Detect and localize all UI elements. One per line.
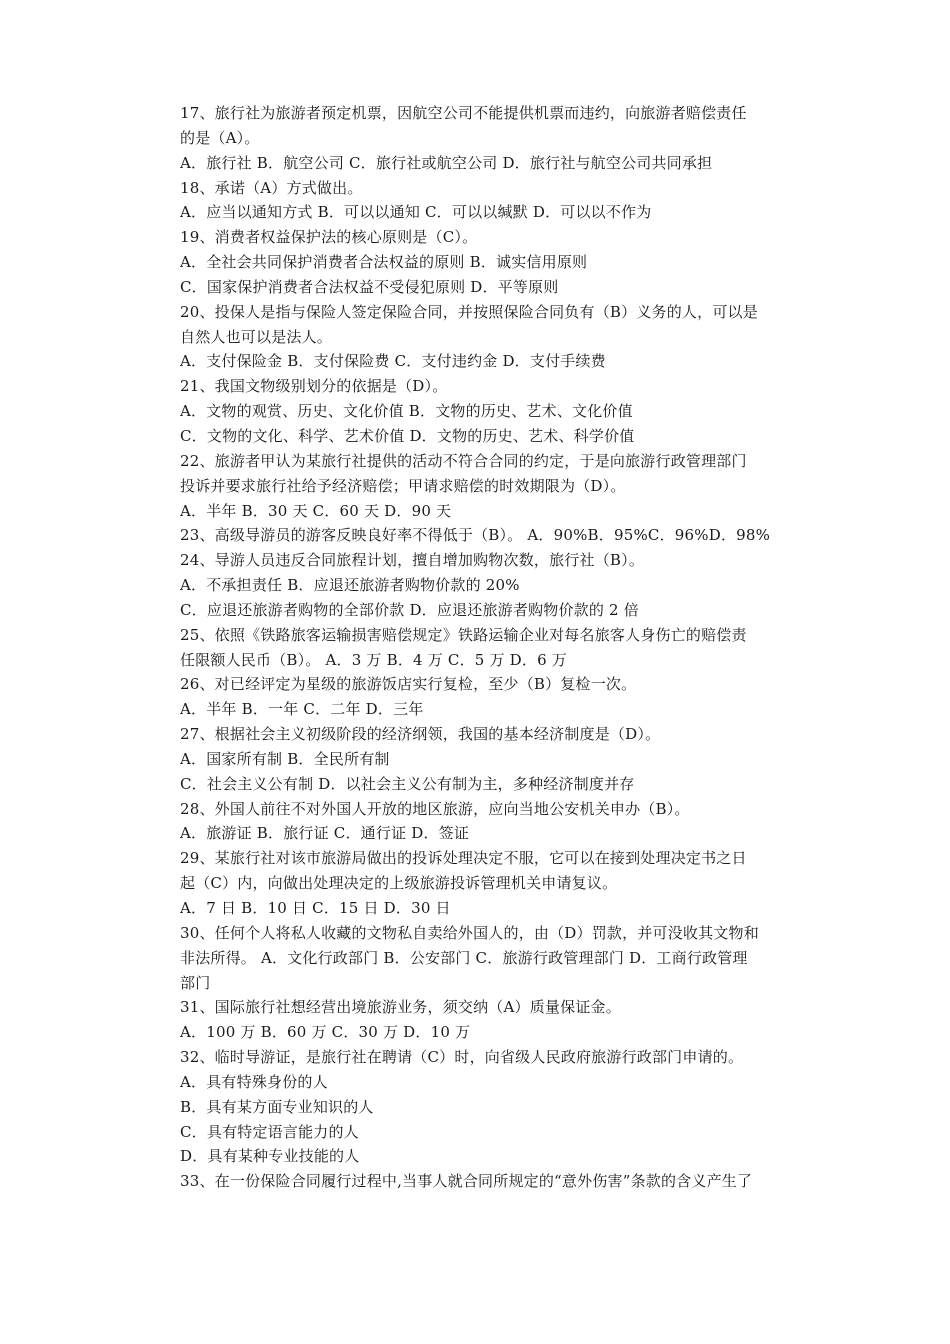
text-line: 33、在一份保险合同履行过程中,当事人就合同所规定的“意外伤害”条款的含义产生了 xyxy=(180,1172,753,1191)
text-line: 24、导游人员违反合同旅程计划，擅自增加购物次数，旅行社（B）。 xyxy=(180,551,645,570)
text-line: A．半年 B．30 天 C．60 天 D．90 天 xyxy=(180,501,452,520)
text-line: A．文物的观赏、历史、文化价值 B．文物的历史、艺术、文化价值 xyxy=(180,402,633,421)
text-line: A．100 万 B．60 万 C．30 万 D．10 万 xyxy=(180,1023,471,1042)
text-line: 的是（A）。 xyxy=(180,128,260,147)
text-line: 25、依照《铁路旅客运输损害赔偿规定》铁路运输企业对每名旅客人身伤亡的赔偿责 xyxy=(180,625,747,644)
text-line: 28、外国人前往不对外国人开放的地区旅游，应向当地公安机关申办（B）。 xyxy=(180,799,690,818)
text-line: A．不承担责任 B．应退还旅游者购物价款的 20% xyxy=(180,576,520,595)
text-line: 19、消费者权益保护法的核心原则是（C）。 xyxy=(180,228,478,247)
text-line: 部门 xyxy=(180,973,211,992)
text-line: A．旅行社 B．航空公司 C．旅行社或航空公司 D．旅行社与航空公司共同承担 xyxy=(180,153,713,172)
text-line: A．国家所有制 B．全民所有制 xyxy=(180,749,390,768)
text-line: B．具有某方面专业知识的人 xyxy=(180,1097,374,1116)
text-line: 起（C）内，向做出处理决定的上级旅游投诉管理机关申请复议。 xyxy=(180,874,618,893)
text-line: C．具有特定语言能力的人 xyxy=(180,1122,359,1141)
text-line: A．半年 B．一年 C．二年 D．三年 xyxy=(180,700,424,719)
text-line: D．具有某种专业技能的人 xyxy=(180,1147,360,1166)
text-line: A．旅游证 B．旅行证 C．通行证 D．签证 xyxy=(180,824,470,843)
text-line: 23、高级导游员的游客反映良好率不得低于（B）。 A．90%B．95%C．96%D．98% xyxy=(180,526,771,545)
text-line: 31、国际旅行社想经营出境旅游业务，须交纳（A）质量保证金。 xyxy=(180,998,621,1017)
text-line: A．应当以通知方式 B．可以以通知 C．可以以缄默 D．可以以不作为 xyxy=(180,203,652,222)
text-line: 26、对已经评定为星级的旅游饭店实行复检，至少（B）复检一次。 xyxy=(180,675,637,694)
text-line: 30、任何个人将私人收藏的文物私自卖给外国人的，由（D）罚款，并可没收其文物和 xyxy=(180,923,759,942)
text-line: 任限额人民币（B）。 A．3 万 B．4 万 C．5 万 D．6 万 xyxy=(180,650,568,669)
text-line: 21、我国文物级别划分的依据是（D）。 xyxy=(180,377,448,396)
text-line: 自然人也可以是法人。 xyxy=(180,327,333,346)
text-line: A．具有特殊身份的人 xyxy=(180,1072,328,1091)
text-line: 22、旅游者甲认为某旅行社提供的活动不符合合同的约定，于是向旅游行政管理部门 xyxy=(180,451,747,470)
text-line: 17、旅行社为旅游者预定机票，因航空公司不能提供机票而违约，向旅游者赔偿责任 xyxy=(180,104,747,122)
text-line: C．社会主义公有制 D．以社会主义公有制为主，多种经济制度并存 xyxy=(180,774,635,793)
text-line: A．全社会共同保护消费者合法权益的原则 B．诚实信用原则 xyxy=(180,253,588,272)
text-line: 18、承诺（A）方式做出。 xyxy=(180,178,363,197)
text-line: 20、投保人是指与保险人签定保险合同，并按照保险合同负有（B）义务的人，可以是 xyxy=(180,302,758,321)
text-line: C．国家保护消费者合法权益不受侵犯原则 D．平等原则 xyxy=(180,277,559,296)
text-line: 29、某旅行社对该市旅游局做出的投诉处理决定不服，它可以在接到处理决定书之日 xyxy=(180,849,747,868)
text-line: C．文物的文化、科学、艺术价值 D．文物的历史、艺术、科学价值 xyxy=(180,426,635,445)
text-line: 32、临时导游证，是旅行社在聘请（C）时，向省级人民政府旅游行政部门申请的。 xyxy=(180,1048,744,1067)
text-line: 27、根据社会主义初级阶段的经济纲领，我国的基本经济制度是（D）。 xyxy=(180,725,661,744)
text-line: 非法所得。 A．文化行政部门 B．公安部门 C．旅游行政管理部门 D．工商行政管理 xyxy=(180,948,748,967)
text-line: A．7 日 B．10 日 C．15 日 D．30 日 xyxy=(180,899,451,917)
text-line: 投诉并要求旅行社给予经济赔偿；甲请求赔偿的时效期限为（D）。 xyxy=(180,476,626,495)
question-text-block xyxy=(180,101,812,1194)
text-line: A．支付保险金 B．支付保险费 C．支付违约金 D．支付手续费 xyxy=(180,352,606,371)
text-line: C．应退还旅游者购物的全部价款 D．应退还旅游者购物价款的 2 倍 xyxy=(180,600,639,619)
